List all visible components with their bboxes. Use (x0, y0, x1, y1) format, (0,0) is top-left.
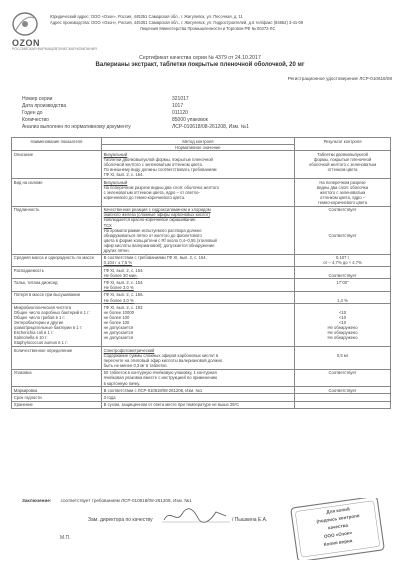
method-line: Не более 3,0 % (103, 297, 134, 303)
table-row (12, 369, 391, 386)
method-line: ТСХ (103, 222, 112, 228)
result-cell (295, 279, 391, 291)
method-line: Не более 30 мин. (103, 272, 138, 278)
conclusion-label: Заключение: (22, 498, 52, 503)
indicator-cell: Хранение (12, 401, 102, 408)
method-cell (101, 206, 294, 254)
method-cell (101, 369, 294, 386)
result-cell (295, 151, 391, 179)
result-cell (295, 401, 391, 408)
micro-norm: не допускается (103, 330, 134, 336)
result-line: от – 4,7% до + 4,7% (323, 260, 362, 266)
header-method (101, 138, 294, 151)
batch-info-value: 1017 (172, 103, 184, 109)
batch-info-label: Годен до (22, 110, 43, 116)
license-line: Лицензия Министерства Промышленности и Торговли РФ № 00372-ЛС (140, 26, 276, 31)
indicator-cell: Средняя масса и однородность по массе (12, 254, 102, 266)
signatory-name: / Пышкина Е.А. (232, 517, 268, 523)
method-line: На поперечном разрезе видны два слоя: оболочка желтого (103, 184, 219, 190)
result-line: 0,107 г (335, 255, 350, 261)
table-row (12, 347, 391, 370)
micro-result: <10 (338, 320, 347, 326)
company-logo-name: OZON (12, 38, 40, 48)
method-line: Содержание суммы сложных эфиров карбоновых кислот в (103, 352, 219, 358)
indicator-cell: Тальк, титана диоксид (12, 279, 102, 291)
method-line: других пятен. (103, 248, 130, 254)
micro-norm: не более 100 (103, 315, 130, 320)
indicator-cell: Описание (12, 151, 102, 179)
company-stamp (290, 498, 385, 560)
method-line: 0,104 г ± 7,5 % (103, 260, 133, 266)
method-line: ячейковая упаковка вместе с инструкцией по применению (103, 375, 218, 381)
method-line: ГФ XI, вып. 2, с. 193 (103, 304, 143, 310)
indicator-cell: Подлинность (12, 206, 102, 254)
micro-result: Не обнаружено (327, 325, 358, 331)
result-line: Таблетки двояковыпуклой (317, 151, 368, 157)
result-line: оттенком цвета, ядро – (320, 194, 366, 200)
micro-indicator-label: Staphylococcus aureus в 1 г: (13, 340, 68, 346)
method-line: пересчете на этиловый эфир кислоты валериановой должно (103, 357, 223, 363)
result-cell (295, 291, 391, 303)
method-cell (101, 179, 294, 207)
method-line: с зеленоватым оттенком цвета, ядро – от светло- (103, 189, 200, 195)
batch-info-value: 011120 (172, 110, 188, 116)
result-cell (295, 369, 391, 386)
result-cell (295, 267, 391, 279)
result-line: На поперечном разрезе (319, 179, 366, 185)
method-line: По внешнему виду должны соответствовать требованиям (103, 167, 217, 173)
method-line: цвета в форме кольца/тени с Rf около 0,4–0,55 (этиловый (103, 237, 217, 243)
method-line: обнаруживаться пятно от желтого до фиолетового (103, 232, 202, 238)
table-row (12, 254, 391, 266)
result-line: желтого с зеленоватым (319, 189, 366, 195)
result-line: Соответствует (328, 387, 357, 393)
result-line: темно-коричневого цвета (317, 200, 368, 205)
result-cell (295, 394, 391, 401)
stamp-line-2: (подпись контроля (316, 513, 360, 524)
indicator-cell: Распадаемость (12, 267, 102, 279)
product-name: Валерианы экстракт, таблетки покрытые пленочной оболочкой, 20 мг (95, 62, 305, 68)
method-line: На хроматограмме испытуемого раствора должно (103, 227, 202, 233)
ozon-logo-icon (10, 10, 40, 38)
result-cell (295, 304, 391, 347)
result-line: Соответствует (328, 272, 357, 278)
table-row (12, 401, 391, 408)
batch-info-label: Анализ выполнен по нормативному документу (22, 124, 131, 130)
method-cell (101, 394, 294, 401)
method-line: ГФ XI, вып. 2, с. 156. (103, 292, 144, 298)
result-line: формы, покрытые пленочной (313, 157, 372, 163)
legal-address: Юридический адрес: ООО «Озон», Россия, 445351 Самарская обл., г. Жигулевск, ул. Песочная, д. 11 (50, 14, 243, 19)
indicator-cell: Упаковка (12, 369, 102, 386)
micro-norm: не более 10000 (103, 309, 134, 315)
batch-info-value: 321017 (172, 96, 189, 102)
registration-number: Регистрационное удостоверение ЛСР-010618/08 (287, 76, 392, 81)
result-line: Соответствует (328, 370, 357, 376)
method-line: Таблетки двояковыпуклой формы, покрытые пленочной (103, 157, 213, 163)
method-cell (101, 304, 294, 347)
table-row (12, 291, 391, 303)
header-method-label: Метод контроля (182, 138, 214, 144)
method-line: Визуальный (103, 179, 128, 185)
stamp-line-4: ООО «Озон» (323, 530, 353, 539)
production-address: Адрес производства: ООО «Озон», Россия, 445351 Самарская обл., г. Жигулевск, ул. Гидростроителей, д.6 тел/факс (84862) 3-41-09 (50, 20, 304, 25)
method-line: эфир кислоты валериановой); допускается обнаружение (103, 242, 215, 248)
result-cell (295, 206, 391, 254)
signatory-position: Зам. директора по качеству (88, 517, 153, 523)
micro-result: <10 (338, 309, 347, 315)
handwritten-signature (160, 506, 232, 526)
method-line: оболочкой желтого с зеленоватым оттенком цвета. (103, 162, 203, 168)
method-line: В соответствии с ЛСР-010618/08-261208, Изм. №1 (103, 387, 203, 393)
company-logo-subtitle: РОССИЙСКАЯ ФАРМАЦЕВТИЧЕСКАЯ КОМПАНИЯ (12, 47, 97, 51)
method-line: Не более 3,0 % (103, 285, 134, 291)
method-line: в картонную пачку. (103, 380, 141, 386)
result-line: 17`00'' (336, 280, 349, 286)
method-line: 3 года (103, 395, 116, 401)
indicator-cell (12, 304, 102, 347)
method-line: Визуальный (103, 151, 128, 157)
micro-result: <10 (338, 315, 347, 320)
stamp-line-5: Копия верна (323, 538, 353, 547)
table-row (12, 206, 391, 254)
table-row (12, 279, 391, 291)
method-line: 50 таблеток в контурную ячейковую упаковку, 1 контурная (103, 370, 217, 376)
result-line: оболочкой желтого с зеленоватым (308, 162, 377, 168)
result-line: видны два слоя: оболочка (316, 184, 369, 190)
method-line: ГФ XI, вып. 2, с. 154. (103, 280, 144, 286)
method-line: быть не менее 0,3 мг в таблетке. (103, 363, 168, 369)
batch-info-label: Номер серии (22, 96, 53, 102)
header-norm-label: Нормативное значение (102, 144, 294, 150)
micro-indicator-label: Salmonella в 10 г: (13, 335, 48, 341)
table-row (12, 394, 391, 401)
stamp-line-1: Для копий (325, 506, 351, 515)
micro-result: Не обнаружено (327, 335, 358, 341)
result-line (297, 402, 388, 407)
indicator-cell: Срок годности (12, 394, 102, 401)
method-cell (101, 387, 294, 394)
result-cell (295, 179, 391, 207)
stamp-line-3: качества (327, 522, 349, 531)
seal-placeholder: M.П. (60, 535, 71, 541)
indicator-cell: Потеря в массе при высушивании (12, 291, 102, 303)
method-line: Спектрофотометрический (103, 347, 155, 353)
quality-table (11, 137, 391, 409)
table-row (12, 304, 391, 347)
micro-result: Не обнаружено (327, 330, 358, 336)
table-row (12, 267, 391, 279)
result-line: Соответствует (328, 232, 357, 238)
method-line: В соответствии с требованиями ГФ XI, вып. 2, с. 154. (103, 255, 207, 261)
method-cell (101, 401, 294, 408)
micro-indicator-label: Энтеробактерии и другие грамотрицательные бактерии в 1 г: (13, 320, 83, 331)
header-indicator: Наименование показателя (12, 138, 102, 151)
method-line: Качественная реакция с гидроксиламином и хлоридом (103, 207, 211, 213)
batch-info-value: 85000 упаковок (172, 117, 208, 123)
method-cell (101, 291, 294, 303)
certificate-number: Сертификат качества серии № 4379 от 24.10.2017 (139, 55, 261, 61)
micro-indicator-label: Escherichia coli в 1 г: (13, 330, 54, 336)
indicator-cell: Маркировка (12, 387, 102, 394)
conclusion-text: соответствует требованиям ЛСР-010618/08-261208, Изм. №1 (60, 498, 192, 503)
method-cell (101, 267, 294, 279)
result-line: оттенком цвета (327, 167, 358, 173)
batch-info-label: Количество (22, 117, 49, 123)
result-cell (295, 347, 391, 370)
micro-title: Микробиологическая чистота (13, 304, 71, 310)
result-cell (295, 254, 391, 266)
table-row (12, 387, 391, 394)
micro-norm: не допускается (103, 325, 134, 331)
table-row (12, 179, 391, 207)
result-line: 1,4 % (337, 297, 348, 303)
micro-norm: не допускается (103, 335, 134, 341)
result-line (297, 395, 388, 400)
result-cell (295, 387, 391, 394)
result-line: 0,5 мг (336, 352, 349, 358)
batch-info-label: Дата производства (22, 103, 67, 109)
method-cell (101, 279, 294, 291)
micro-indicator-label: Общее число аэробных бактерий в 1 г: (13, 309, 90, 315)
method-line: Наблюдается красно-коричневое окрашивание. (103, 217, 197, 223)
micro-indicator-label: Общее число грибов в 1 г: (13, 315, 66, 320)
result-line: Соответствует (328, 207, 357, 213)
method-line: ГФ XI, вып. 2, с. 154. (103, 267, 144, 273)
method-line: В сухом, защищенном от света месте при температуре не выше 25ºС (103, 402, 240, 408)
method-line: ГФ XI, вып. 2, с. 154. (103, 172, 144, 178)
method-line: коричневого до темно-коричневого цвета. (103, 194, 186, 200)
micro-norm: не более 100 (103, 320, 130, 326)
method-cell (101, 151, 294, 179)
method-cell (101, 347, 294, 370)
table-row (12, 151, 391, 179)
method-cell (101, 254, 294, 266)
method-line: окисного железа (сложные эфиры карбоновых кислот) (103, 212, 210, 218)
indicator-cell: Вид на изломе (12, 179, 102, 207)
indicator-cell: Количественное определение (12, 347, 102, 370)
header-result: Результат контроля (295, 138, 391, 151)
batch-info-value: ЛСР-010618/08-261208, Изм. №1 (172, 124, 249, 130)
